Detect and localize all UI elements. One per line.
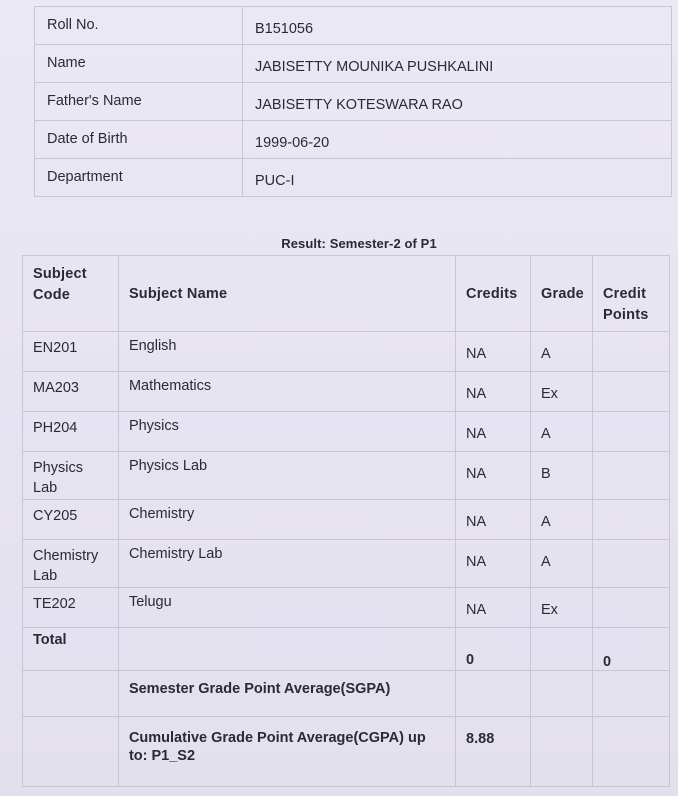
table-row [23, 372, 670, 412]
subject-credits: NA [456, 588, 531, 628]
subject-code: TE202 [23, 588, 119, 628]
subject-name: Telugu [118, 588, 455, 628]
info-value: 1999-06-20 [243, 121, 672, 159]
subject-code: Chemistry Lab [23, 540, 119, 588]
table-row [23, 540, 670, 588]
subject-credit-points [593, 332, 670, 372]
sgpa-value [456, 671, 531, 717]
subject-credits: NA [456, 540, 531, 588]
subject-code: PH204 [23, 412, 119, 452]
subject-grade: B [531, 452, 593, 500]
sgpa-row [23, 671, 670, 717]
info-label: Date of Birth [35, 121, 243, 159]
info-value: JABISETTY MOUNIKA PUSHKALINI [243, 45, 672, 83]
subject-grade: A [531, 540, 593, 588]
subject-credits: NA [456, 500, 531, 540]
header-subject-code: Subject Code [23, 256, 119, 332]
subject-grade: Ex [531, 588, 593, 628]
table-row [23, 332, 670, 372]
info-label: Name [35, 45, 243, 83]
total-credits: 0 [456, 628, 531, 671]
table-row [23, 500, 670, 540]
subject-credits: NA [456, 332, 531, 372]
subject-name: English [118, 332, 455, 372]
total-empty-grade [531, 628, 593, 671]
header-grade: Grade [531, 256, 593, 332]
cgpa-value: 8.88 [456, 717, 531, 787]
subject-credit-points [593, 588, 670, 628]
total-row [23, 628, 670, 671]
info-row-roll-no [35, 7, 672, 45]
info-row-name [35, 45, 672, 83]
result-table [22, 255, 670, 787]
subject-credits: NA [456, 412, 531, 452]
info-value: JABISETTY KOTESWARA RAO [243, 83, 672, 121]
result-title: Result: Semester-2 of P1 [281, 236, 437, 251]
subject-name: Chemistry Lab [118, 540, 455, 588]
subject-grade: A [531, 332, 593, 372]
subject-grade: Ex [531, 372, 593, 412]
info-row-date-of-birth [35, 121, 672, 159]
info-row-fathers-name [35, 83, 672, 121]
header-credit-points: Credit Points [593, 256, 670, 332]
table-row [23, 452, 670, 500]
subject-name: Mathematics [118, 372, 455, 412]
header-subject-name: Subject Name [118, 256, 455, 332]
info-label: Roll No. [35, 7, 243, 45]
sgpa-label: Semester Grade Point Average(SGPA) [118, 671, 455, 717]
subject-credit-points [593, 540, 670, 588]
info-row-department [35, 159, 672, 197]
table-row [23, 588, 670, 628]
info-label: Father's Name [35, 83, 243, 121]
subject-name: Physics Lab [118, 452, 455, 500]
subject-grade: A [531, 412, 593, 452]
info-value: PUC-I [243, 159, 672, 197]
sgpa-empty-grade [531, 671, 593, 717]
subject-credit-points [593, 412, 670, 452]
cgpa-row [23, 717, 670, 787]
subject-code: MA203 [23, 372, 119, 412]
result-header-row [23, 256, 670, 332]
sgpa-empty-cp [593, 671, 670, 717]
subject-credit-points [593, 452, 670, 500]
total-credit-points: 0 [593, 628, 670, 671]
student-info-table [34, 6, 672, 197]
cgpa-label: Cumulative Grade Point Average(CGPA) up to: P1_S2 [118, 717, 455, 787]
subject-code: CY205 [23, 500, 119, 540]
subject-name: Physics [118, 412, 455, 452]
info-value: B151056 [243, 7, 672, 45]
subject-code: EN201 [23, 332, 119, 372]
subject-code: Physics Lab [23, 452, 119, 500]
total-label: Total [23, 628, 119, 671]
header-credits: Credits [456, 256, 531, 332]
subject-credits: NA [456, 452, 531, 500]
info-label: Department [35, 159, 243, 197]
cgpa-empty-code [23, 717, 119, 787]
subject-credit-points [593, 372, 670, 412]
cgpa-empty-cp [593, 717, 670, 787]
subject-credits: NA [456, 372, 531, 412]
subject-grade: A [531, 500, 593, 540]
subject-credit-points [593, 500, 670, 540]
sgpa-empty-code [23, 671, 119, 717]
cgpa-empty-grade [531, 717, 593, 787]
total-empty-name [118, 628, 455, 671]
subject-name: Chemistry [118, 500, 455, 540]
table-row [23, 412, 670, 452]
